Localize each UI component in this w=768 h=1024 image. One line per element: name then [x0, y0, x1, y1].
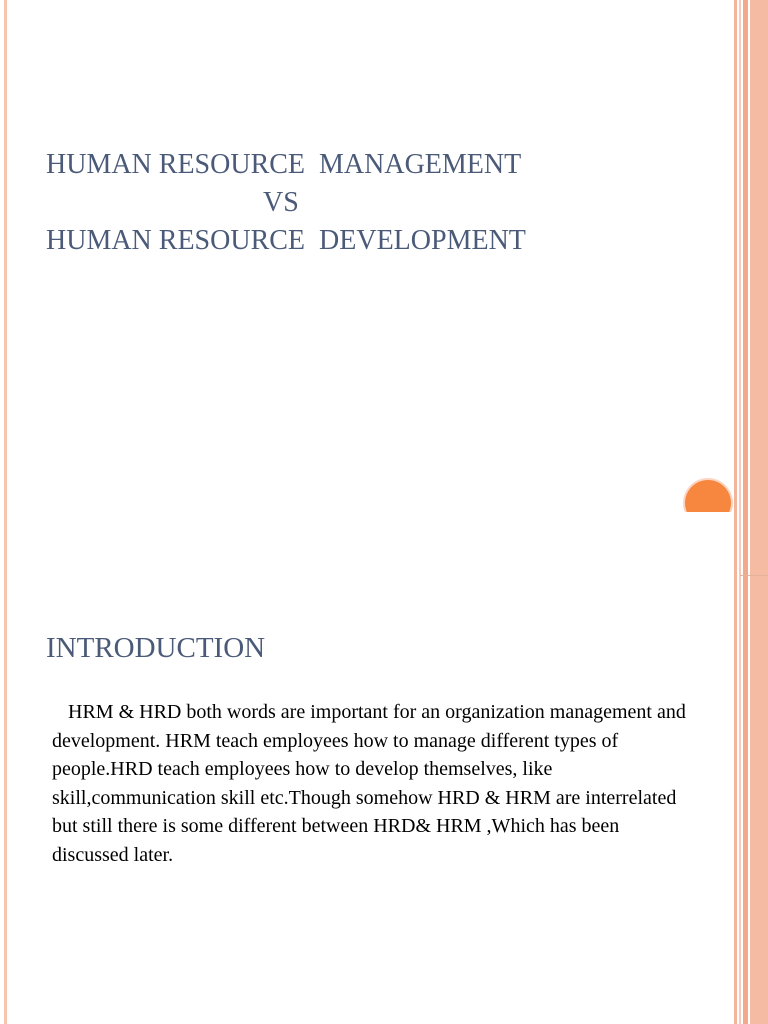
stripe [750, 0, 768, 512]
left-accent-line [4, 512, 7, 576]
stripe [734, 512, 737, 576]
stripe [739, 512, 741, 576]
stripe [739, 0, 741, 512]
right-decorative-stripes [734, 576, 768, 1024]
stripe [743, 512, 748, 576]
right-decorative-stripes [734, 0, 768, 512]
stripe [750, 576, 768, 1024]
left-accent-line [4, 576, 7, 1024]
stripe [734, 0, 737, 512]
slide-separator [0, 512, 768, 576]
stripe [734, 576, 737, 1024]
title-line-hrd: HUMAN RESOURCE DEVELOPMENT [46, 225, 526, 256]
introduction-paragraph: HRM & HRD both words are important for an organization management and development. HRM teach employees how to manage different types of people.HRD teach employees how to develop themselves, like skill,communication skill etc.Though somehow HRD & HRM are interrelated but still there is some different between HRD& HRM ,Which has been discussed later. [52, 701, 686, 866]
stripe [750, 512, 768, 576]
section-heading: INTRODUCTION [46, 632, 266, 664]
title-line-hrm: HUMAN RESOURCE MANAGEMENT [46, 149, 522, 180]
slide-title-text [46, 146, 526, 260]
right-decorative-stripes [734, 512, 768, 576]
orange-circle-marker [685, 480, 731, 512]
slide-introduction [0, 576, 768, 1024]
stripe [743, 0, 748, 512]
left-accent-line [4, 0, 7, 512]
stripe [739, 576, 741, 1024]
stripe [743, 576, 748, 1024]
title-vs: VS [263, 187, 299, 218]
